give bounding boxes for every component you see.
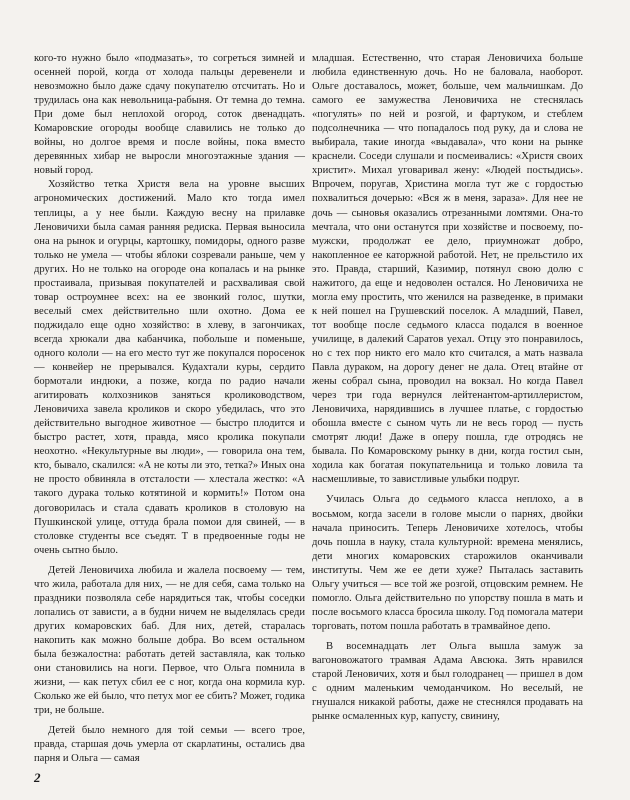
paragraph: кого-то нужно было «подмазать», то согреться зимней и осенней порой, когда от холода пальцы деревенели и невозможно было даже сдачу покупателю отсчитать. Но и трудилась она как невольница-рабыня. От темна до темна. При доме был неплохой огород, соток двенадцать. Комаровские огороды вообще славились не только до войны, но долгое время и после войны, пока вместо деревянных хибар не выросли многоэтажные здания — новый город. [34,53,305,177]
paragraph: Училась Ольга до седьмого класса неплохо, а в восьмом, когда засели в голове мысли о парнях, двойки начала приносить. Теперь Леновичихе хотелось, чтобы дочь пошла в науку, стала культурной: времена менялись, дети многих комаровских старожилов оканчивали институты. Чем же ее дети хуже? Пыталась заставить Ольгу учиться — все той же розгой, отцовским ремнем. Не помогло. Ольга действительно по упорству пошла в мать и после восьмого класса бросила школу. Год помогала матери торговать, потом пошла работать в трамвайное депо. [312,494,583,632]
right-column [312,52,583,724]
left-column [34,52,305,766]
paragraph: Хозяйство тетка Христя вела на уровне высших агрономических достижений. Мало кто тогда имел теплицы, а у нее были. Каждую весну на прилавке Леновичихи была самая ранняя редиска. Первая выносила она на рынок и огурцы, картошку, помидоры, одного разве только не умела — чтобы яблоки созревали раньше, чем у других. Но не только на огороде она копалась и на рынке простаивала, призывая покупателей и расхваливая свой товар остроумнее всех: на ее звонкий голос, шутки, веселый смех действительно шли охотно. Дома ее поджидало еще одно хозяйство: в хлеву, в загончиках, всегда хрюкали два кабанчика, побольше и поменьше, одного кололи — на его место тут же покупался поросенок — конвейер не прерывался. Кудахтали куры, сердито бормотали индюки, а позже, когда по радио начали агитировать колхозников заняться кролиководством, Леновичиха завела кроликов и скоро убедилась, что это действительно выгодное животное — быстро плодится и быстро растет, хотя, правда, мясо кролика покупали неохотно. «Некультурные вы люди», — говорила она тем, кто, бывало, скалился: «А не коты ли это, тетка?» Иных она не просто обвиняла в отсталости — хлестала жестко: «А такого дурака только котятиной и кормить!» Потом она договорилась и стала сдавать кроликов в столовую на Пушкинской улице, оттуда брала помои для свиней, — в столовке студенты все съедят. Т в предвоенные годы не очень сытно было. [34,179,305,556]
paragraph: Детей было немного для той семьи — всего трое, правда, старшая дочь умерла от скарлатины, остались два парня и Ольга — самая [34,725,305,765]
page-number: 2 [34,770,41,785]
paragraph: Детей Леновичиха любила и жалела посвоему — тем, что жила, работала для них, — не для себя, сама только на праздники позволяла себе нарядиться так, чтобы соседки лопались от зависти, а в будни ничем не выделялась среди других комаровских баб. Для них, детей, старалась накопить как можно больше добра. Во всем остальном была безжалостна: работать детей заставляла, как только они становились на ноги. Первое, что Ольга помнила в жизни, — как петух сбил ее с ног, когда она кормила кур. Сколько же ей было, что петух мог ее сбить? Может, годика три, не больше. [34,564,305,717]
paragraph: В восемнадцать лет Ольга вышла замуж за вагоновожатого трамвая Адама Авсюка. Зять нравился старой Леновичих, хотя и был голодранец — пришел в дом с одним маленьким чемоданчиком. Но веселый, не гнушался никакой работы, даже не стеснялся продавать на рынке осмаленных кур, капусту, свинину, [312,640,583,723]
paragraph: младшая. Естественно, что старая Леновичиха больше любила единственную дочь. Но не баловала, наоборот. Ольге доставалось, может, больше, чем мальчишкам. До самого ее замужества Леновичиха не стеснялась «погулять» по ней и розгой, и фартуком, и стеблем подсолнечника — что попадалось под руку, да и слова не выбирала, такие иногда «выдавала», что кони на рынке краснели. Соседи слушали и посмеивались: «Христя своих христит». Михал уговаривал жену: «Людей постыдись». Впрочем, поругав, Христина могла тут же с гордостью похвалиться дочерью: «Вся ж в меня, зараза». Для нее не дочь — сыновья оказались отрезанными ломтями. Она-то мечтала, что они останутся при хозяйстве и посвоему, по-мужски, продолжат ее дело, приумножат добро, накопленное ее каторжной работой. Нет, не прельстило их это. Правда, старший, Казимир, потянул свою долю с нажитого, да еще и недоволен остался. Но Леновичиха не могла ему простить, что женился на разведенке, в примаки к ней пошел на Грушевский поселок. А младший, Павел, тот вообще после седьмого класса подался в военное училище, в далекий Саратов уехал. Отцу это понравилось, но с тех пор никто его мало кто считался, а мать назвала Павла дураком, на дорогу денег не дала. Отец втайне от жены собрал сына, проводил на вокзал. Но когда Павел через три года вернулся лейтенантом-артиллеристом, Леновичиха, нарядившись в лучшее платье, с гордостью обошла вместе с сыном чуть ли не весь город — пусть смотрят люди! Даже в оперу пошла, где отродясь не бывала. По Комаровскому рынку в дни, когда гостил сын, ходила как богатая покупательница и только ловила та насмешливые, то завистливые улыбки подруг. [312,53,583,486]
